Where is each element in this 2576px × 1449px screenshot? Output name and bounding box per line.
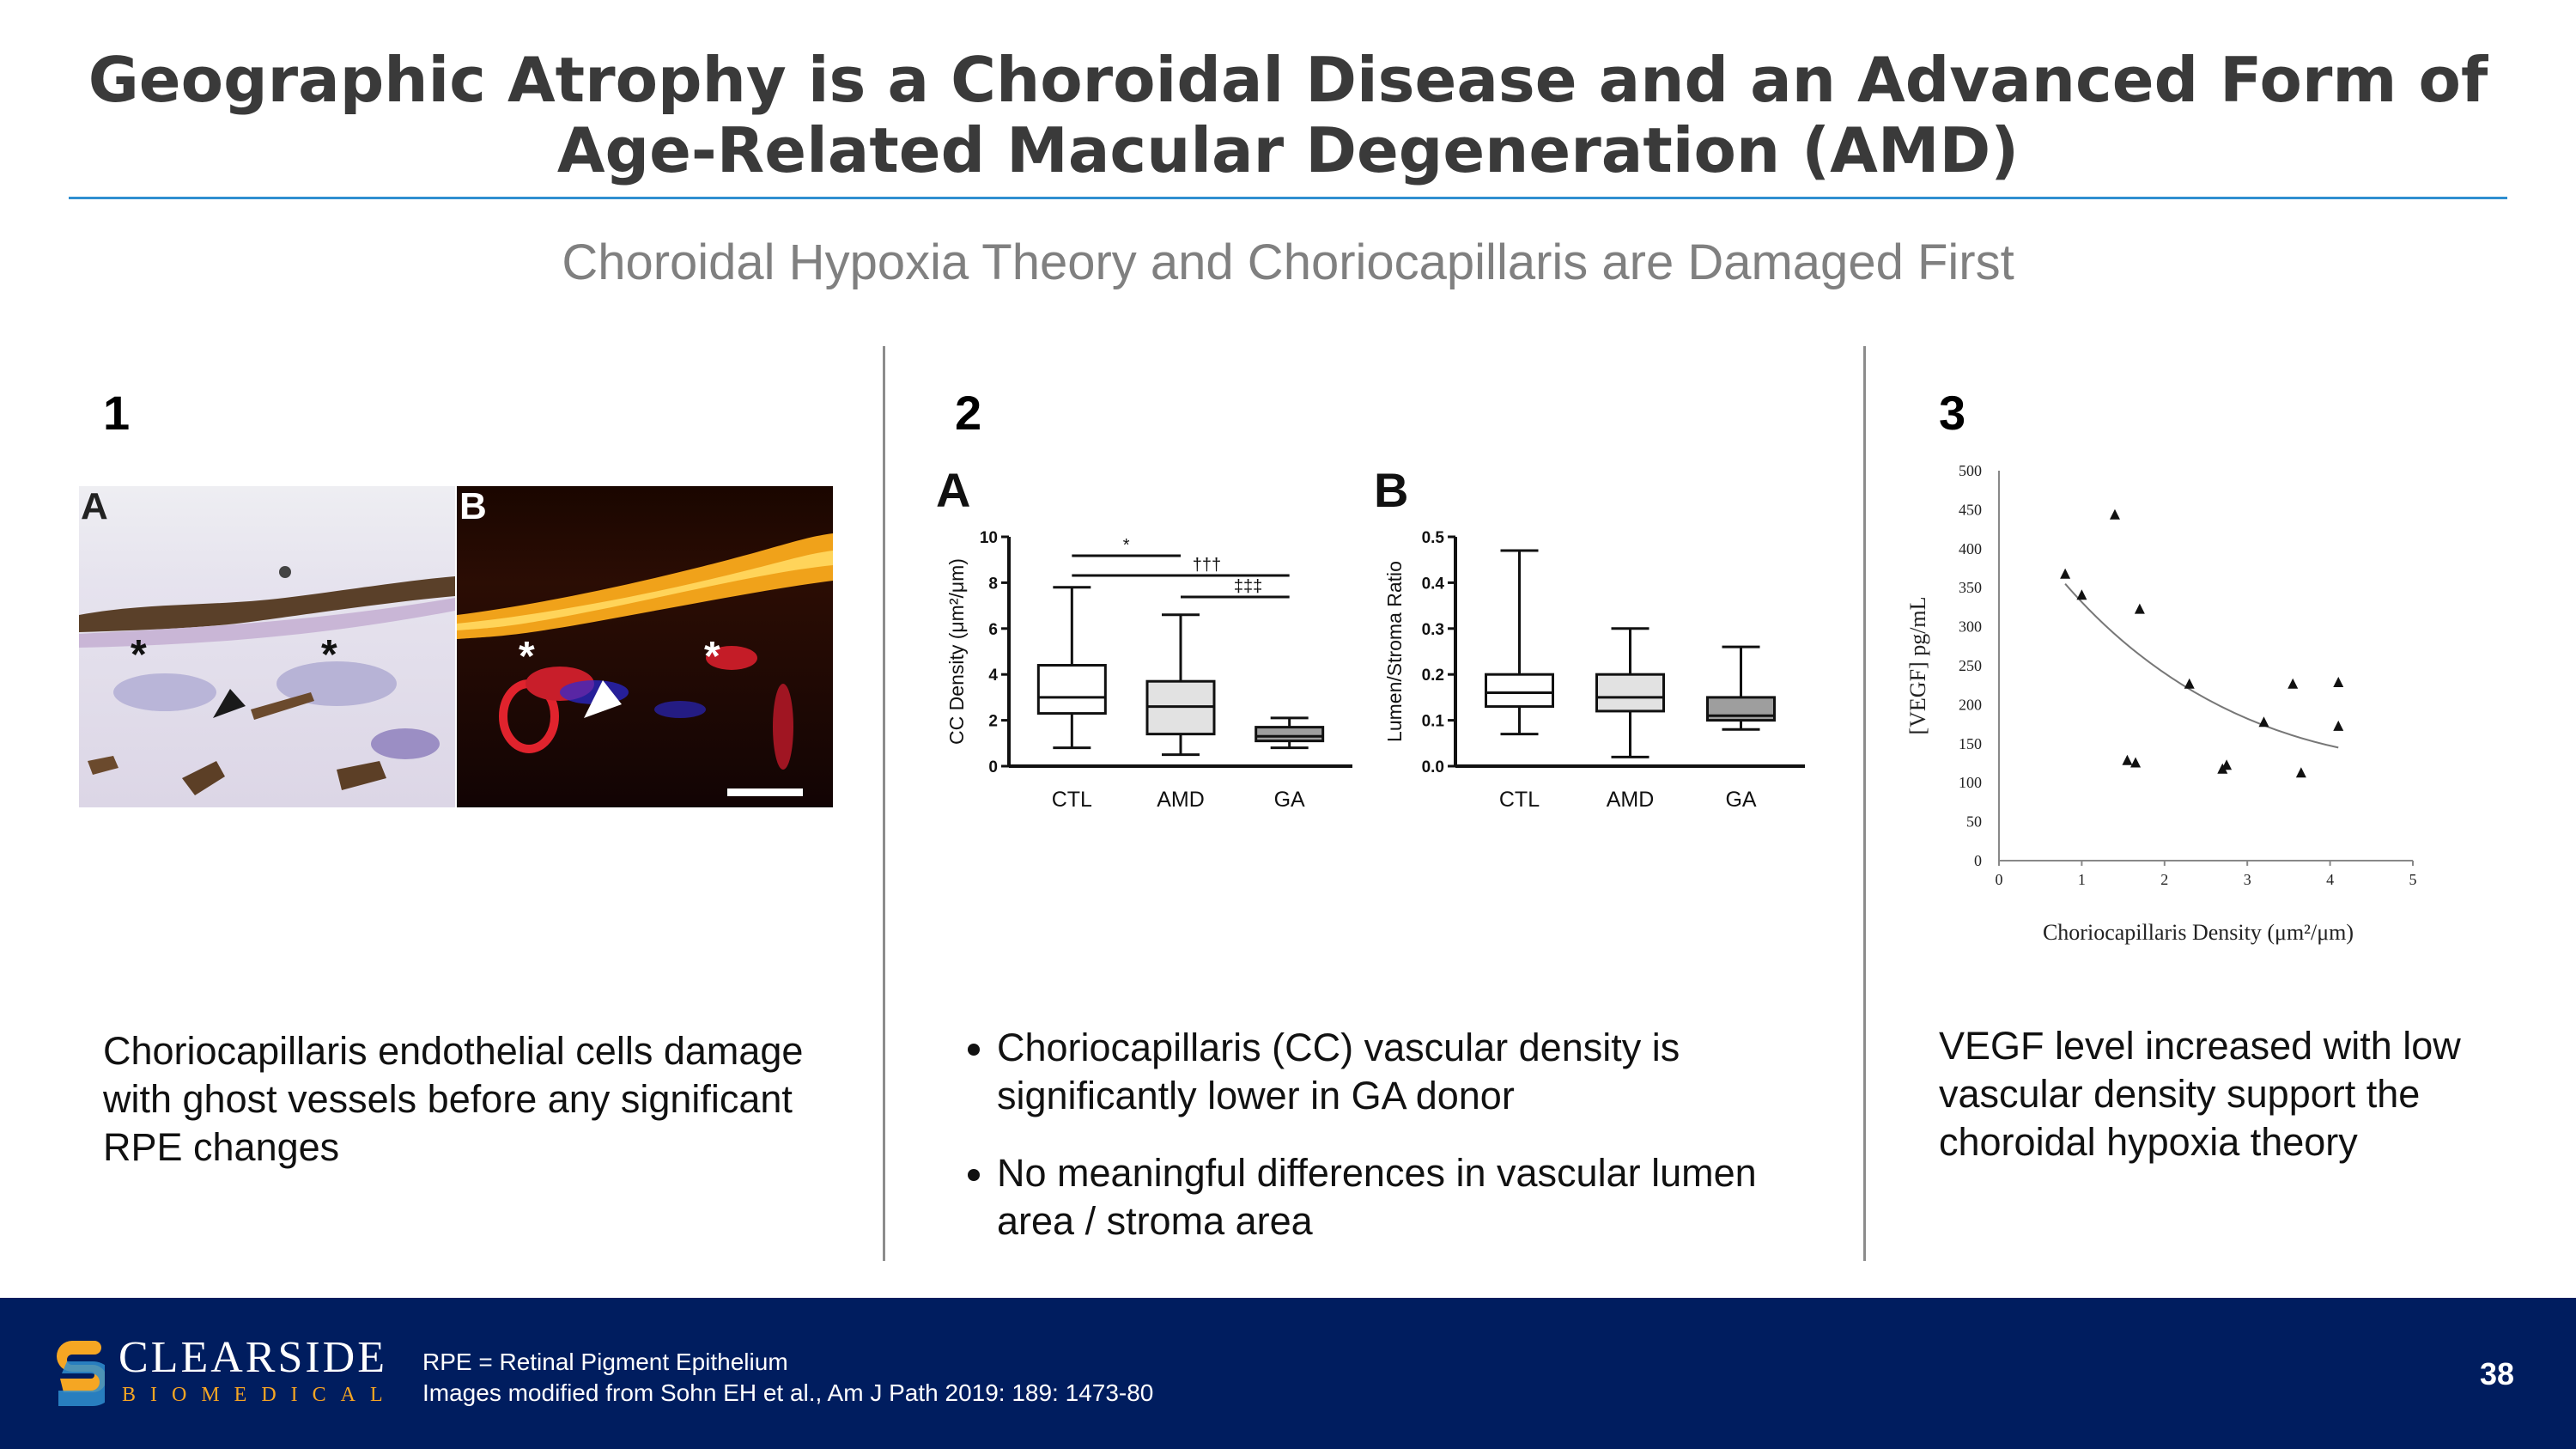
y-tick-label: 50: [1966, 813, 1982, 831]
panel3-number: 3: [1939, 386, 1966, 440]
scatter-point: [2122, 755, 2132, 765]
slide-title: [0, 45, 2576, 186]
footer-bar: [0, 1298, 2576, 1449]
chart-panel-label: B: [1374, 472, 1409, 517]
panel3-description: VEGF level increased with low vascular density support the choroidal hypoxia theory: [1939, 1024, 2461, 1164]
bullet-item: • No meaningful differences in vascular lumen area / stroma area: [997, 1149, 1835, 1245]
y-tick-label: 0.2: [1421, 667, 1444, 685]
x-axis-label: Choriocapillaris Density (μm²/μm): [2042, 920, 2354, 945]
y-tick-label: 450: [1959, 501, 1982, 519]
trend-line: [2065, 584, 2338, 748]
x-category-label: GA: [1725, 788, 1757, 812]
y-axis-label: CC Density (μm²/μm): [945, 558, 968, 745]
x-tick-label: 4: [2326, 871, 2335, 888]
asterisk-marker: *: [321, 632, 337, 678]
logo-wordmark: CLEARSIDE: [118, 1333, 387, 1382]
boxplot-A: [936, 472, 1352, 812]
scatter-point: [2287, 679, 2298, 689]
y-tick-label: 0.5: [1421, 529, 1444, 547]
panel2-number: 2: [955, 386, 982, 440]
figure-label-a: A: [81, 486, 108, 527]
y-tick-label: 0.0: [1421, 758, 1444, 776]
micrograph-figure: [79, 486, 833, 807]
y-tick-label: 250: [1959, 657, 1982, 674]
footnote-abbreviation: RPE = Retinal Pigment Epithelium: [422, 1349, 788, 1375]
y-tick-label: 4: [988, 667, 998, 685]
y-tick-label: 0.1: [1421, 712, 1444, 731]
footnote-citation: Images modified from Sohn EH et al., Am J Path 2019: 189: 1473-80: [422, 1379, 1154, 1406]
figure-label-b: B: [459, 486, 487, 527]
page-number: 38: [2480, 1356, 2515, 1391]
x-category-label: CTL: [1051, 788, 1092, 812]
y-tick-label: 350: [1959, 579, 1982, 597]
slide-title-line2: Age-Related Macular Degeneration (AMD): [556, 114, 2020, 186]
scatter-point: [2258, 716, 2269, 727]
y-tick-label: 8: [988, 575, 998, 594]
x-category-label: AMD: [1157, 788, 1205, 812]
x-tick-label: 2: [2160, 871, 2169, 888]
y-tick-label: 0.3: [1421, 620, 1444, 639]
scatter-point: [2076, 589, 2087, 600]
y-tick-label: 200: [1959, 696, 1982, 714]
box-ga: [1256, 728, 1323, 741]
y-tick-label: 150: [1959, 734, 1982, 752]
company-logo-icon: [55, 1334, 105, 1413]
scatter-figure: [1898, 447, 2447, 962]
y-axis-label: [VEGF] pg/mL: [1905, 596, 1930, 735]
panel1-number: 1: [103, 386, 131, 440]
chart-panel-label: A: [936, 472, 971, 517]
y-tick-label: 10: [979, 529, 998, 547]
x-tick-label: 0: [1995, 871, 2003, 888]
panel2-bullets: [959, 1024, 1835, 1275]
boxplot-B: [1374, 472, 1805, 812]
y-tick-label: 500: [1959, 462, 1982, 479]
x-tick-label: 3: [2243, 871, 2251, 888]
histology-image-a: [79, 486, 455, 807]
y-axis-label: Lumen/Stroma Ratio: [1383, 561, 1406, 742]
bullet-item: • Choriocapillaris (CC) vascular density is significantly lower in GA donor: [997, 1024, 1835, 1120]
scatter-point: [2135, 604, 2145, 614]
y-tick-label: 300: [1959, 618, 1982, 636]
scatter-point: [2130, 758, 2141, 768]
panel1-description: Choriocapillaris endothelial cells damage with ghost vessels before any significant RPE changes: [103, 1029, 804, 1169]
column-divider-1: [883, 346, 885, 1261]
y-tick-label: 0.4: [1421, 575, 1444, 594]
slide-subtitle: Choroidal Hypoxia Theory and Choriocapillaris are Damaged First: [562, 234, 2014, 290]
significance-marker: †††: [1192, 556, 1222, 575]
y-tick-label: 400: [1959, 539, 1982, 557]
y-tick-label: 0: [988, 758, 998, 776]
asterisk-marker: *: [704, 634, 720, 679]
boxplot-figure: [927, 472, 1838, 833]
slide-title-line1: Geographic Atrophy is a Choroidal Disease and an Advanced Form of: [88, 44, 2488, 116]
scatter-point: [2333, 677, 2343, 687]
y-tick-label: 0: [1974, 852, 1982, 869]
scatter-point: [2296, 767, 2306, 777]
x-category-label: GA: [1273, 788, 1305, 812]
box-ctl: [1038, 666, 1105, 714]
box-ctl: [1486, 674, 1553, 706]
significance-marker: ‡‡‡: [1233, 577, 1263, 596]
y-tick-label: 6: [988, 620, 998, 639]
significance-marker: *: [1122, 536, 1130, 555]
title-divider: [69, 197, 2507, 199]
scatter-point: [2110, 509, 2120, 520]
x-category-label: AMD: [1606, 788, 1655, 812]
x-category-label: CTL: [1498, 788, 1540, 812]
asterisk-marker: *: [519, 634, 535, 679]
scatter-point: [2060, 569, 2070, 579]
scatter-point: [2184, 679, 2195, 689]
y-tick-label: 2: [988, 712, 998, 731]
fluorescence-image-b: [457, 486, 833, 807]
x-tick-label: 5: [2409, 871, 2417, 888]
y-tick-label: 100: [1959, 774, 1982, 792]
asterisk-marker: *: [131, 632, 147, 678]
box-amd: [1597, 674, 1664, 711]
column-divider-2: [1863, 346, 1866, 1261]
x-tick-label: 1: [2077, 871, 2086, 888]
logo-subtext: BIOMEDICAL: [122, 1384, 398, 1406]
scatter-point: [2333, 721, 2343, 731]
